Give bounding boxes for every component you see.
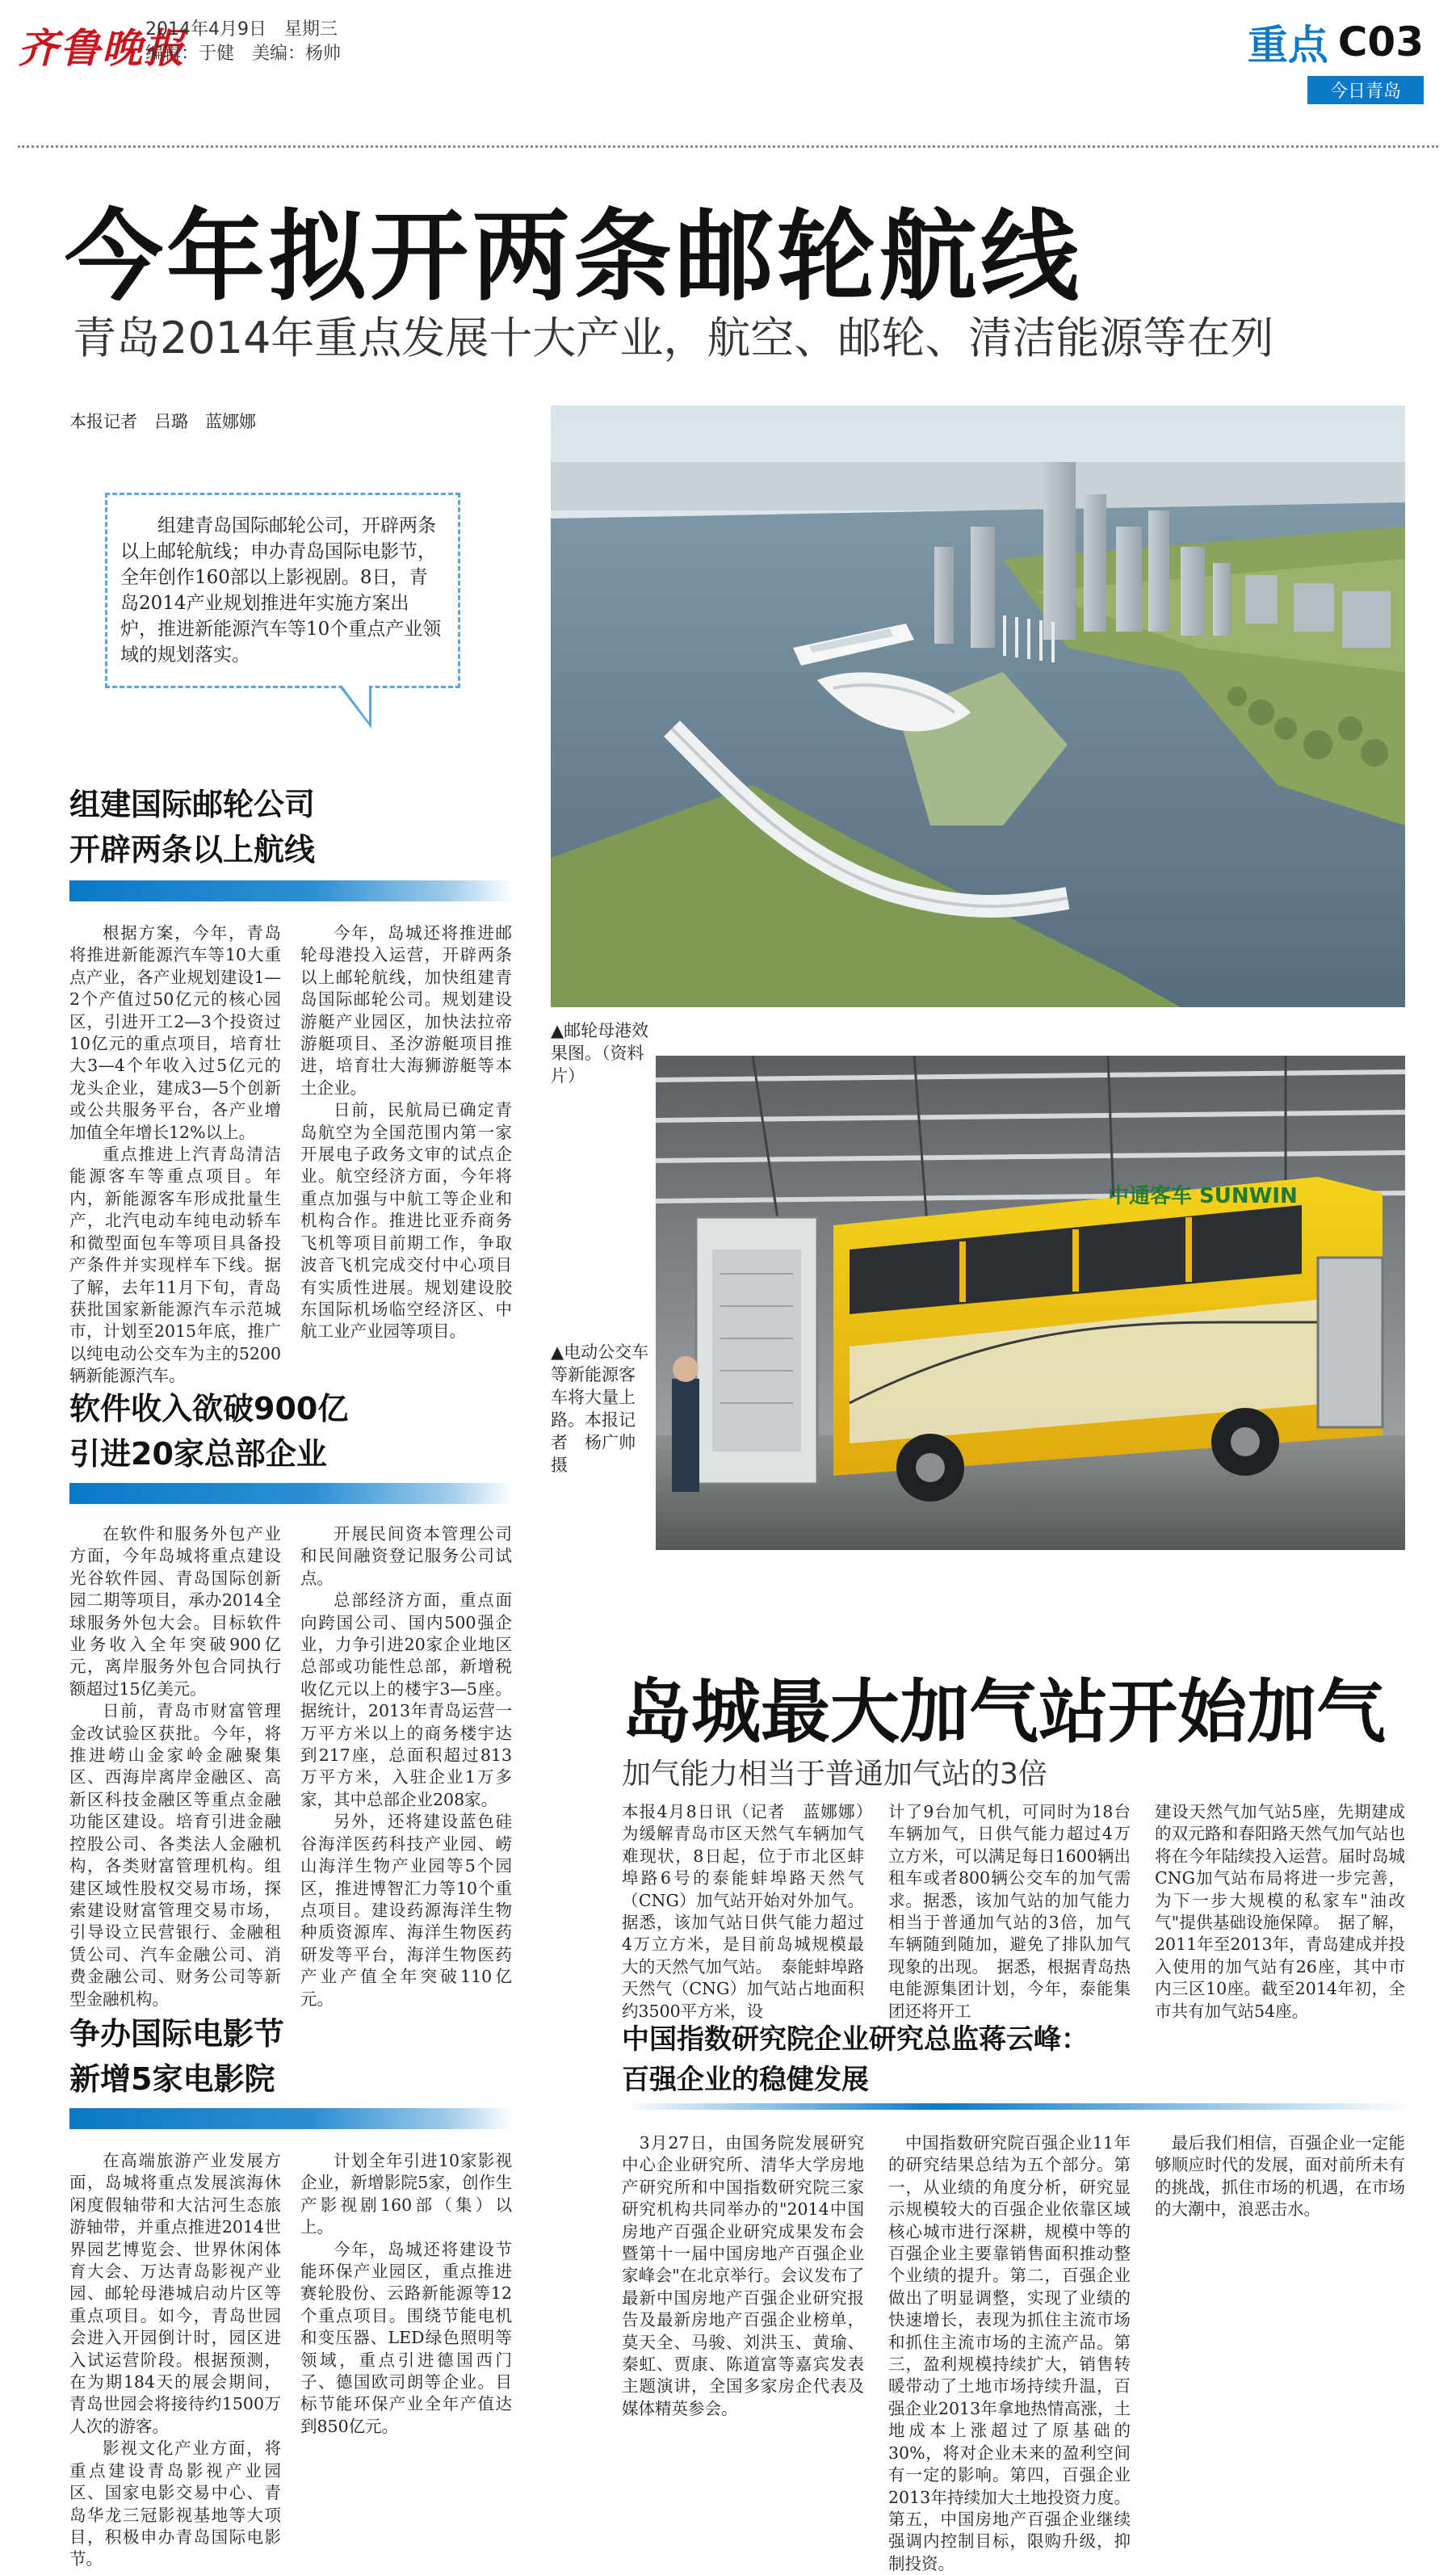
section-subtitle: 今日青岛 [1307, 76, 1424, 104]
main-headline: 今年拟开两条邮轮航线 [65, 200, 1082, 314]
section2-col2 [300, 1523, 512, 2009]
paragraph: 另外，还将建设蓝色硅谷海洋医药科技产业园、崂山海洋生物产业园等5个园区，推进博智汇力等10个重点项目。建设药源海洋生物种质资源库、海洋生物医药研发等平台，海洋生物医药产业产值全年突破110亿元。 [300, 1812, 512, 2009]
summary-callout [105, 493, 460, 688]
paragraph: 今年，岛城还将建设节能环保产业园区，重点推进赛轮股份、云路新能源等12个重点项目。围绕节能电机和变压器、LED绿色照明等领域，重点引进德国西门子、德国欧司朗等企业。目标节能环保产业全年产值达到850亿元。 [300, 2239, 512, 2436]
section1-title-line1: 组建国际邮轮公司 [69, 787, 316, 822]
section3-bar [69, 2108, 514, 2129]
section2-col1 [69, 1523, 281, 2009]
paragraph: 在高端旅游产业发展方面，岛城将重点发展滨海休闲度假轴带和大沽河生态旅游轴带，并重点推进2014世界园艺博览会、世界休闲体育大会、万达青岛影视产业园、邮轮母港城启动片区等重点项目。如今，青岛世园会进入开园倒计时，园区进入试运营阶段。根据预测，在为期184天的展会期间，青岛世园会将接待约1500万人次的游客。 [69, 2151, 281, 2436]
section1-heading [69, 782, 315, 872]
paragraph: 开展民间资本管理公司和民间融资登记服务公司试点。 [300, 1524, 512, 1588]
main-deck: 青岛2014年重点发展十大产业，航空、邮轮、清洁能源等在列 [73, 313, 1274, 363]
section2-title-line2: 引进20家总部企业 [69, 1436, 327, 1472]
second-deck: 加气能力相当于普通加气站的3倍 [622, 1758, 1047, 1791]
third-col2: 中国指数研究院百强企业11年的研究结果总结为五个部分。第一，从业绩的角度分析，研究显示规模较大的百强企业依靠区域核心城市进行深耕，规模中等的百强企业主要靠销售面积推动整个业绩的提升。第二，百强企业做出了明显调整，实现了业绩的快速增长，表现为抓住主流市场和抓住主流市场的主流产品。第三，盈利规模持续扩大，销售转暖带动了土地市场持续升温，百强企业2013年拿地热情高涨，土地成本上涨超过了原基础的30%，将对企业未来的盈利空间有一定的影响。第四，百强企业2013年持续加大土地投资力度。第五，中国房地产百强企业继续强调内控制目标，限购升级，抑制投资。 [888, 2133, 1131, 2573]
section3-title-line2: 新增5家电影院 [69, 2061, 275, 2097]
cruise-terminal-photo [551, 405, 1405, 1007]
section2-heading [69, 1386, 348, 1477]
section-header [1248, 13, 1424, 104]
third-col1: 3月27日，由国务院发展研究中心企业研究所、清华大学房地产研究所和中国指数研究院三家研究机构共同举办的"2014中国房地产百强企业研究成果发布会暨第十一届中国房地产百强企业家峰会"在北京举行。会议发布了最新中国房地产百强企业研究报告及最新房地产百强企业榜单，莫天全、马骏、刘洪玉、黄瑜、秦虹、贾康、陈道富等嘉宾发表主题演讲，全国多家房企代表及媒体精英参会。 [622, 2133, 864, 2418]
cruise-terminal-illustration [551, 405, 1405, 1007]
section1-bar [69, 880, 514, 901]
second-col3: 建设天然气加气站5座，先期建成的双元路和春阳路天然气加气站也将在今年陆续投入运营。届时岛城CNG加气站布局将进一步完善，为下一步大规模的私家车"油改气"提供基础设施保障。 据了解，2011年至2013年，青岛建成并投入使用的加气站有26座，其中市内三区10座。截至2014年初，全市共有加气站54座。 [1155, 1802, 1405, 2021]
photo2-caption: ▲电动公交车等新能源客车将大量上路。本报记者 杨广帅 摄 [551, 1342, 652, 1475]
callout-tail-mask [342, 685, 369, 722]
bus-brand-sign: 中通客车 SUNWIN [1108, 1184, 1298, 1208]
third-bar [622, 2103, 1413, 2110]
section3-title-line1: 争办国际电影节 [69, 2016, 285, 2052]
second-col2: 计了9台加气机，可同时为18台车辆加气，日供气能力超过4万立方米，可以满足每日1600辆出租车或者800辆公交车的加气需求。据悉，该加气站的加气能力相当于普通加气站的3倍，加气车辆随到随加，避免了排队加气现象的出现。 据悉，根据青岛热电能源集团计划，今年，泰能集团还将开工 [888, 1802, 1131, 2021]
header-divider [18, 145, 1438, 148]
section1-col1 [69, 922, 281, 1386]
summary-text: 组建青岛国际邮轮公司，开辟两条以上邮轮航线；申办青岛国际电影节，全年创作160部以上影视剧。8日，青岛2014产业规划推进年实施方案出炉，推进新能源汽车等10个重点产业领域的规划落实。 [120, 515, 442, 666]
photo1-caption: ▲邮轮母港效果图。（资料片） [551, 1021, 649, 1086]
section1-col2 [300, 922, 512, 1359]
section2-title-line1: 软件收入欲破900亿 [69, 1391, 349, 1426]
paragraph: 重点推进上汽青岛清洁能源客车等重点项目。年内，新能源客车形成批量生产，北汽电动车纯电动轿车和微型面包车等项目具备投产条件并实现样车下线。据了解，去年11月下旬，青岛获批国家新能源汽车示范城市，计划至2015年底，推广以纯电动公交车为主的5200辆新能源汽车。 [69, 1145, 281, 1386]
third-title-line2: 百强企业的稳健发展 [622, 2064, 869, 2096]
issue-date: 2014年4月9日 星期三 [145, 19, 338, 40]
section3-heading [69, 2011, 284, 2102]
paragraph: 计划全年引进10家影视企业，新增影院5家，创作生产影视剧160部（集）以上。 [300, 2151, 512, 2237]
second-col1: 本报4月8日讯（记者 蓝娜娜） 为缓解青岛市区天然气车辆加气难现状，8日起，位于市北区蚌埠路6号的泰能蚌埠路天然气（CNG）加气站开始对外加气。据悉，该加气站日供气能力超过4万立方米，是目前岛城规模最大的天然气加气站。 泰能蚌埠路天然气（CNG）加气站占地面积约3500平方米，设 [622, 1802, 881, 2021]
section2-bar [69, 1483, 514, 1504]
paragraph: 根据方案，今年，青岛将推进新能源汽车等10大重点产业，各产业规划建设1—2个产值过50亿元的核心园区，引进开工2—3个投资过10亿元的重点项目，培育壮大3—4个年收入过5亿元的龙头企业，建成3—5个创新或公共服务平台，各产业增加值全年增长12%以上。 [69, 923, 281, 1142]
paragraph: 日前，青岛市财富管理金改试验区获批。今年，将推进崂山金家岭金融聚集区、西海岸离岸金融区、高新区科技金融区等重点金融功能区建设。培育引进金融控股公司、各类法人金融机构，各类财富管理机构。组建区域性股权交易市场，探索建设财富管理交易市场，引导设立民营银行、金融租赁公司、汽车金融公司、消费金融公司、财务公司等新型金融机构。 [69, 1701, 281, 2009]
paragraph: 日前，民航局已确定青岛航空为全国范围内第一家开展电子政务文审的试点企业。航空经济方面，今年将重点加强与中航工等企业和机构合作。推进比亚乔商务飞机等项目前期工作，争取波音飞机完成交付中心项目有实质性进展。规划建设胶东国际机场临空经济区、中航工业产业园等项目。 [300, 1100, 512, 1342]
page-code: C03 [1337, 19, 1424, 65]
section3-col1 [69, 2150, 281, 2569]
bus-photo [656, 1056, 1405, 1550]
section-label: 重点 [1247, 22, 1328, 69]
editor-credits: 编辑：于健 美编：杨帅 [145, 44, 342, 64]
second-headline: 岛城最大加气站开始加气 [622, 1672, 1386, 1753]
paragraph: 今年，岛城还将推进邮轮母港投入运营，开辟两条以上邮轮航线，加快组建青岛国际邮轮公司。规划建设游艇产业园区，加快法拉帝游艇项目、圣汐游艇项目推进，培育壮大海狮游艇等本土企业。 [300, 923, 512, 1098]
byline: 本报记者 吕璐 蓝娜娜 [69, 412, 256, 431]
paragraph: 影视文化产业方面，将重点建设青岛影视产业园区、国家电影交易中心、青岛华龙三冠影视基地等大项目，积极申办青岛国际电影节。 [69, 2438, 281, 2569]
section1-title-line2: 开辟两条以上航线 [69, 832, 316, 867]
dateline [145, 18, 341, 66]
third-heading [622, 2019, 1089, 2100]
section3-col2 [300, 2150, 512, 2473]
masthead-logo: 齐鲁晚报 [18, 24, 186, 72]
bus-illustration [656, 1056, 1405, 1550]
paragraph: 总部经济方面，重点面向跨国公司、国内500强企业，力争引进20家企业地区总部或功能性总部，新增税收亿元以上的楼宇3—5座。据统计，2013年青岛运营一万平方米以上的商务楼宇达到217座，总面积超过813万平方米，入驻企业1万多家，其中总部企业208家。 [300, 1590, 512, 1809]
third-col3: 最后我们相信，百强企业一定能够顺应时代的发展，面对前所未有的挑战，抓住市场的机遇，在市场的大潮中，浪恶击水。 [1155, 2133, 1405, 2220]
third-title-line1: 中国指数研究院企业研究总监蒋云峰： [622, 2023, 1089, 2056]
paragraph: 在软件和服务外包产业方面，今年岛城将重点建设光谷软件园、青岛国际创新园二期等项目，承办2014全球服务外包大会。目标软件业务收入全年突破900亿元，离岸服务外包合同执行额超过15亿美元。 [69, 1524, 281, 1699]
